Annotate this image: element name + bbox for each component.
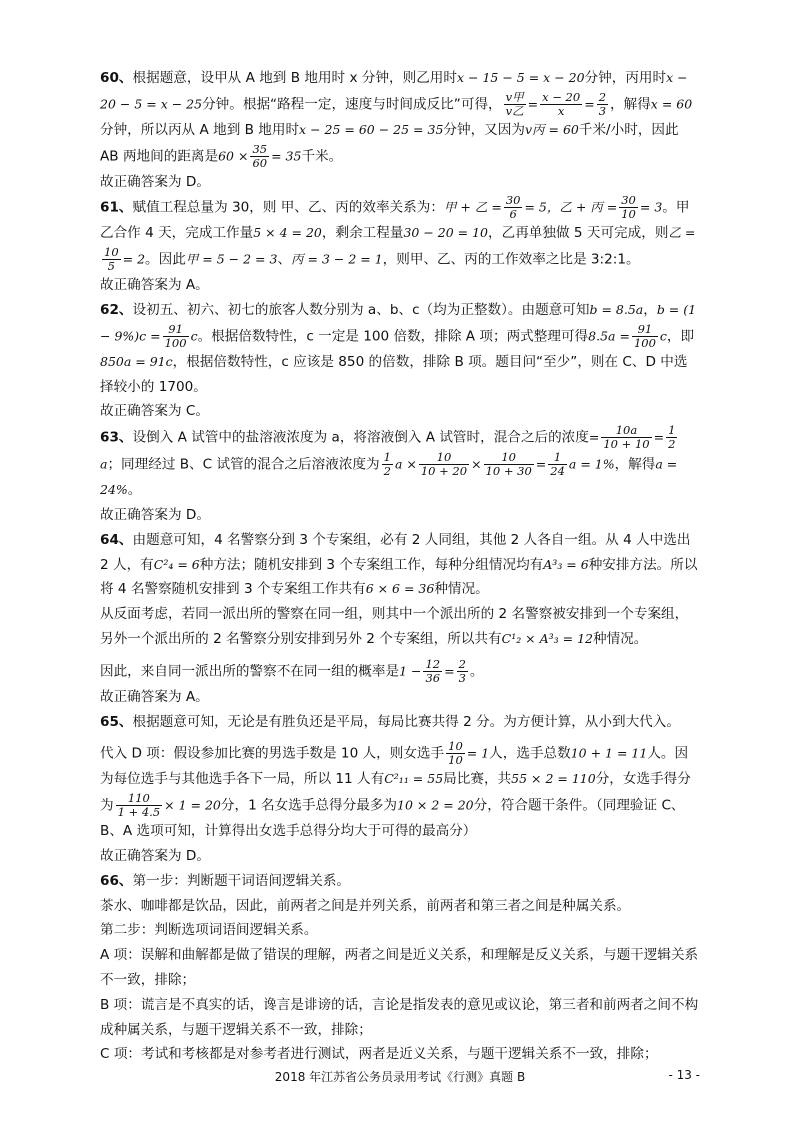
q65-eq4: 55 × 2 = 110 bbox=[511, 771, 596, 787]
q61-fraction-1 bbox=[504, 194, 523, 221]
q66-option-c: C 项：考试和考核都是对参考者进行测试，两者是近义关系，与题干逻辑关系不一致，排除； bbox=[100, 1046, 658, 1063]
q61-eq8: = 2 bbox=[122, 251, 146, 267]
q61-text-a: 赋值工程总量为 30，则 甲、乙、丙的效率关系为： bbox=[132, 199, 444, 216]
denominator: 5 bbox=[107, 259, 115, 274]
q61-explanation bbox=[100, 194, 700, 273]
numerator: 91 bbox=[163, 323, 189, 337]
q64-eq1: C²₄ = 6 bbox=[153, 556, 200, 572]
q63-eq1: = bbox=[588, 429, 600, 445]
q62-answer: 故正确答案为 C。 bbox=[100, 403, 209, 420]
numerator: 110 bbox=[116, 792, 163, 806]
q63-text-a: 设倒入 A 试管中的盐溶液浓度为 a，将溶液倒入 A 试管时，混合之后的浓度 bbox=[132, 429, 589, 446]
q61-fraction-3 bbox=[102, 246, 121, 273]
q60-text-a: 根据题意，设甲从 A 地到 B 地用时 x 分钟，则乙用时 bbox=[132, 70, 457, 86]
numerator: 1 bbox=[548, 451, 567, 465]
q66-option-b: B 项：谎言是不真实的话，谗言是诽谤的话，言论是指发表的意见或议论，第三者和前两者之间不构成种属关系，与题干逻辑关系不一致，排除； bbox=[100, 996, 699, 1038]
q64-p2-text-b: 种情况。 bbox=[593, 630, 648, 647]
q60-text-e: 分钟，所以丙从 A 地到 B 地用时 bbox=[100, 121, 300, 138]
q60-eq8: 60 × bbox=[218, 148, 249, 164]
q62-text-b: ， bbox=[643, 301, 657, 318]
numerator: 10 bbox=[419, 451, 469, 465]
q63-eq4: a × bbox=[394, 456, 417, 472]
q64-p2-text-a: 从反面考虑，若同一派出所的警察在同一组，则其中一个派出所的 2 名警察被安排到一个专案组，另外一个派出所的 2 名警察分别安排到另外 2 个专案组，所以共有 bbox=[100, 606, 689, 647]
q61-eq3: 乙 + 丙 = bbox=[559, 199, 618, 215]
denominator: 60 bbox=[252, 155, 268, 170]
q65-text-a: 根据题意可知，无论是有胜负还是平局，每局比赛共得 2 分。为方便计算，从小到大代入。 bbox=[132, 713, 680, 730]
q64-fraction-1 bbox=[423, 658, 442, 685]
q61-eq10: 丙 = 3 − 2 = 1 bbox=[291, 251, 383, 267]
denominator: 36 bbox=[425, 670, 441, 685]
q61-text-e: 。因此 bbox=[145, 251, 186, 268]
q63-fraction-2 bbox=[666, 424, 677, 451]
q65-answer: 故正确答案为 D。 bbox=[100, 847, 210, 864]
numerator: 12 bbox=[425, 656, 441, 671]
q60-explanation bbox=[100, 66, 700, 170]
q65-p2-text-e: 分，女选手得分为 bbox=[100, 771, 691, 814]
q63-fraction-1 bbox=[601, 424, 651, 451]
q63-text-c: ，解得 bbox=[614, 456, 656, 473]
numerator: 30 bbox=[621, 193, 636, 208]
q60-eq3: = bbox=[527, 96, 539, 112]
numerator: 1 bbox=[668, 423, 676, 438]
q61-answer: 故正确答案为 A。 bbox=[100, 277, 209, 294]
q62-text-c: 。根据倍数特性，c 一定是 100 倍数，排除 A 项；两式整理可得 bbox=[197, 328, 589, 345]
q61-text-d: ，乙再单独做 5 天可完成，则 bbox=[488, 225, 669, 242]
numerator: 91 bbox=[632, 323, 658, 337]
q62-fraction-1 bbox=[163, 323, 189, 350]
q61-text-c: ，剩余工程量 bbox=[321, 225, 404, 242]
q64-probability bbox=[100, 658, 700, 685]
denominator: x bbox=[557, 103, 565, 118]
q66-step2: 第二步：判断选项词语间逻辑关系。 bbox=[100, 922, 318, 939]
numerator: v甲 bbox=[505, 89, 524, 104]
denominator: 10 bbox=[621, 207, 636, 222]
q64-reverse-reasoning bbox=[100, 602, 700, 652]
q64-p3-text-b: 。 bbox=[469, 663, 484, 680]
q65-eq6: 10 × 2 = 20 bbox=[397, 797, 474, 813]
q65-p2-text-f: 分，1 名女选手总得分最多为 bbox=[220, 797, 397, 814]
q61-eq5: 5 × 4 = 20 bbox=[253, 225, 322, 241]
q65-option-d-check bbox=[100, 740, 700, 844]
q64-p3-text-a: 因此，来自同一派出所的警察不在同一组的概率是 bbox=[100, 663, 400, 680]
q65-p2-text-c: 人。因为每位选手与其他选手各下一局，所以 11 人有 bbox=[100, 745, 689, 788]
q60-fraction-speed bbox=[504, 91, 526, 118]
denominator: 10 + 30 bbox=[485, 464, 532, 479]
denominator: 2 bbox=[383, 464, 391, 479]
q60-text-b: 分钟，丙用时 bbox=[584, 70, 667, 86]
q62-eq2: b = (1 − 9%)c = bbox=[100, 301, 697, 344]
q60-text-h: 千米。 bbox=[301, 148, 343, 165]
q63-answer: 故正确答案为 D。 bbox=[100, 506, 210, 523]
q65-p2-text-d: 局比赛，共 bbox=[443, 771, 512, 788]
q65-eq2: 10 + 1 = 11 bbox=[570, 745, 648, 761]
numerator: 10 bbox=[104, 245, 119, 260]
q61-eq1: 甲 + 乙 = bbox=[443, 199, 502, 215]
q60-eq2: x − 20 − 5 = x − 25 bbox=[100, 70, 688, 112]
q63-eq8: a = 24% bbox=[100, 456, 678, 498]
q62-text-e: ，根据倍数特性，c 应该是 850 的倍数，排除 B 项。题目问“至少”，则在 C、D 中选择较小的 1700。 bbox=[100, 353, 688, 395]
q66-stem-relation: 茶水、咖啡都是饮品，因此，前两者之间是并列关系，前两者和第三者之间是种属关系。 bbox=[100, 897, 631, 914]
q64-text-a: 由题意可知，4 名警察分到 3 个专案组，必有 2 人同组，其他 2 人各自一组。从 4 人中选出 2 人，有 bbox=[100, 531, 691, 573]
q62-eq1: b = 8.5a bbox=[589, 301, 644, 317]
q66-option-a: A 项：误解和曲解都是做了错误的理解，两者之间是近义关系，和理解是反义关系，与题干逻辑关系不一致，排除； bbox=[100, 947, 699, 988]
numerator: 10a bbox=[601, 424, 651, 438]
q61-eq4: = 3 bbox=[639, 199, 663, 215]
answer-explanations bbox=[100, 66, 700, 1067]
q63-text-b: ；同理经过 B、C 试管的混合之后溶液浓度为 bbox=[107, 456, 380, 473]
q64-text-c: 种安排方法。所以将 4 名警察随机安排到 3 个专案组工作共有 bbox=[100, 556, 698, 598]
q60-text-g: 千米/小时，因此 AB 两地间的距离是 bbox=[100, 121, 679, 165]
q60-eq6: x − 25 = 60 − 25 = 35 bbox=[299, 121, 444, 137]
q64-eq6: = bbox=[444, 663, 455, 679]
q64-fraction-2 bbox=[457, 658, 468, 685]
q61-text-f: 、 bbox=[277, 251, 292, 268]
q62-eq4: 8.5a = bbox=[588, 328, 630, 344]
q63-text-d: 。 bbox=[127, 482, 142, 499]
q63-eq7: a = 1% bbox=[568, 456, 615, 472]
q60-eq7: v丙 = 60 bbox=[524, 121, 579, 137]
q64-explanation bbox=[100, 528, 700, 602]
numerator: x − 20 bbox=[542, 89, 581, 104]
q61-eq6: 30 − 20 = 10 bbox=[403, 225, 489, 241]
q63-explanation bbox=[100, 424, 700, 503]
q61-eq2: = 5， bbox=[524, 199, 560, 215]
numerator: 2 bbox=[598, 89, 607, 104]
q64-eq3: 6 × 6 = 36 bbox=[365, 581, 435, 597]
q65-eq1: = 1 bbox=[466, 745, 490, 761]
q61-number: 61、 bbox=[100, 199, 133, 216]
q60-eq9: = 35 bbox=[271, 148, 302, 164]
denominator: 100 bbox=[164, 335, 187, 350]
q62-explanation bbox=[100, 298, 700, 399]
q62-eq6: 850a = 91c bbox=[100, 353, 173, 369]
q60-fraction-time bbox=[540, 91, 582, 118]
q60-eq1: x − 15 − 5 = x − 20 bbox=[457, 70, 585, 85]
q64-eq2: A³₃ = 6 bbox=[543, 556, 589, 572]
denominator: v乙 bbox=[505, 103, 524, 118]
q60-number: 60、 bbox=[100, 70, 133, 86]
denominator: 10 bbox=[448, 753, 463, 768]
footer-title: 2018 年江苏省公务员录用考试《行测》真题 B bbox=[274, 1070, 526, 1084]
q61-text-g: ，则甲、乙、丙的工作效率之比是 3:2:1。 bbox=[382, 251, 640, 268]
numerator: 2 bbox=[458, 656, 466, 671]
q61-text-b: 。甲乙合作 4 天，完成工作量 bbox=[100, 199, 690, 242]
q63-eq2: = bbox=[653, 429, 665, 445]
denominator: 6 bbox=[509, 207, 517, 222]
q62-text-a: 设初五、初六、初七的旅客人数分别为 a、b、c（均为正整数）。由题意可知 bbox=[132, 301, 590, 318]
q63-eq6: = bbox=[535, 456, 547, 472]
q65-number: 65、 bbox=[100, 713, 133, 730]
q65-fraction-2 bbox=[116, 792, 163, 819]
q63-fraction-5 bbox=[484, 451, 534, 478]
q60-eq4: = bbox=[584, 96, 595, 112]
q60-fraction-ratio bbox=[597, 91, 608, 118]
q64-answer: 故正确答案为 A。 bbox=[100, 688, 209, 705]
denominator: 2 bbox=[668, 437, 676, 452]
q65-p2-text-a: 代入 D 项：假设参加比赛的男选手数是 10 人，则女选手 bbox=[100, 745, 445, 762]
denominator: 1 + 4.5 bbox=[117, 805, 161, 820]
q60-text-d: ，解得 bbox=[610, 96, 651, 113]
q63-fraction-6 bbox=[548, 451, 567, 478]
denominator: 3 bbox=[458, 670, 466, 685]
q65-p2-text-b: 人，选手总数 bbox=[489, 745, 571, 762]
q65-eq5: × 1 = 20 bbox=[164, 797, 221, 813]
q60-eq5: x = 60 bbox=[650, 96, 693, 112]
denominator: 100 bbox=[633, 335, 656, 350]
q64-text-b: 种方法；随机安排到 3 个专案组工作，每种分组情况均有 bbox=[199, 556, 544, 573]
q61-eq7: 乙 = bbox=[668, 225, 696, 241]
q62-text-d: ，即 bbox=[666, 328, 695, 345]
q61-eq9: 甲 = 5 − 2 = 3 bbox=[185, 251, 278, 267]
q62-eq3: c bbox=[190, 328, 198, 344]
q63-fraction-4 bbox=[419, 451, 469, 478]
denominator: 10 + 20 bbox=[420, 464, 468, 479]
numerator: 35 bbox=[252, 141, 268, 156]
q66-step1: 第一步：判断题干词语间逻辑关系。 bbox=[132, 872, 351, 889]
denominator: 10 + 10 bbox=[603, 437, 650, 452]
q62-eq5: c bbox=[659, 328, 667, 344]
q64-eq5: 1 − bbox=[399, 663, 422, 679]
q62-number: 62、 bbox=[100, 301, 133, 318]
denominator: 24 bbox=[550, 464, 565, 479]
q60-text-c: 分钟。根据“路程一定，速度与时间成反比”可得， bbox=[202, 96, 502, 113]
q66-explanation bbox=[100, 869, 700, 894]
q64-eq4: C¹₂ × A³₃ = 12 bbox=[501, 630, 594, 646]
q63-fraction-3 bbox=[382, 451, 393, 478]
q62-fraction-2 bbox=[632, 323, 658, 350]
q60-text-f: 分钟，又因为 bbox=[443, 121, 525, 138]
page-number: - 13 - bbox=[668, 1068, 700, 1082]
numerator: 30 bbox=[505, 193, 521, 208]
q65-explanation bbox=[100, 710, 700, 735]
denominator: 3 bbox=[598, 103, 607, 118]
q64-text-d: 种情况。 bbox=[434, 581, 489, 598]
numerator: 10 bbox=[448, 739, 463, 754]
q66-number: 66、 bbox=[100, 872, 133, 889]
q64-number: 64、 bbox=[100, 531, 133, 548]
q65-p2-text-g: 分，符合题干条件。（同理验证 C、B、A 选项可知，计算得出女选手总得分均大于可得的最高分） bbox=[100, 797, 685, 840]
q65-eq3: C²₁₁ = 55 bbox=[384, 771, 444, 787]
q65-fraction-1 bbox=[446, 740, 465, 767]
q60-fraction-distance bbox=[250, 143, 269, 170]
q63-number: 63、 bbox=[100, 429, 133, 446]
q63-eq5: × bbox=[471, 456, 482, 472]
q63-eq3: a bbox=[100, 456, 108, 472]
numerator: 10 bbox=[484, 451, 534, 465]
numerator: 1 bbox=[383, 450, 391, 465]
q61-fraction-2 bbox=[619, 194, 638, 221]
q60-answer: 故正确答案为 D。 bbox=[100, 173, 210, 190]
